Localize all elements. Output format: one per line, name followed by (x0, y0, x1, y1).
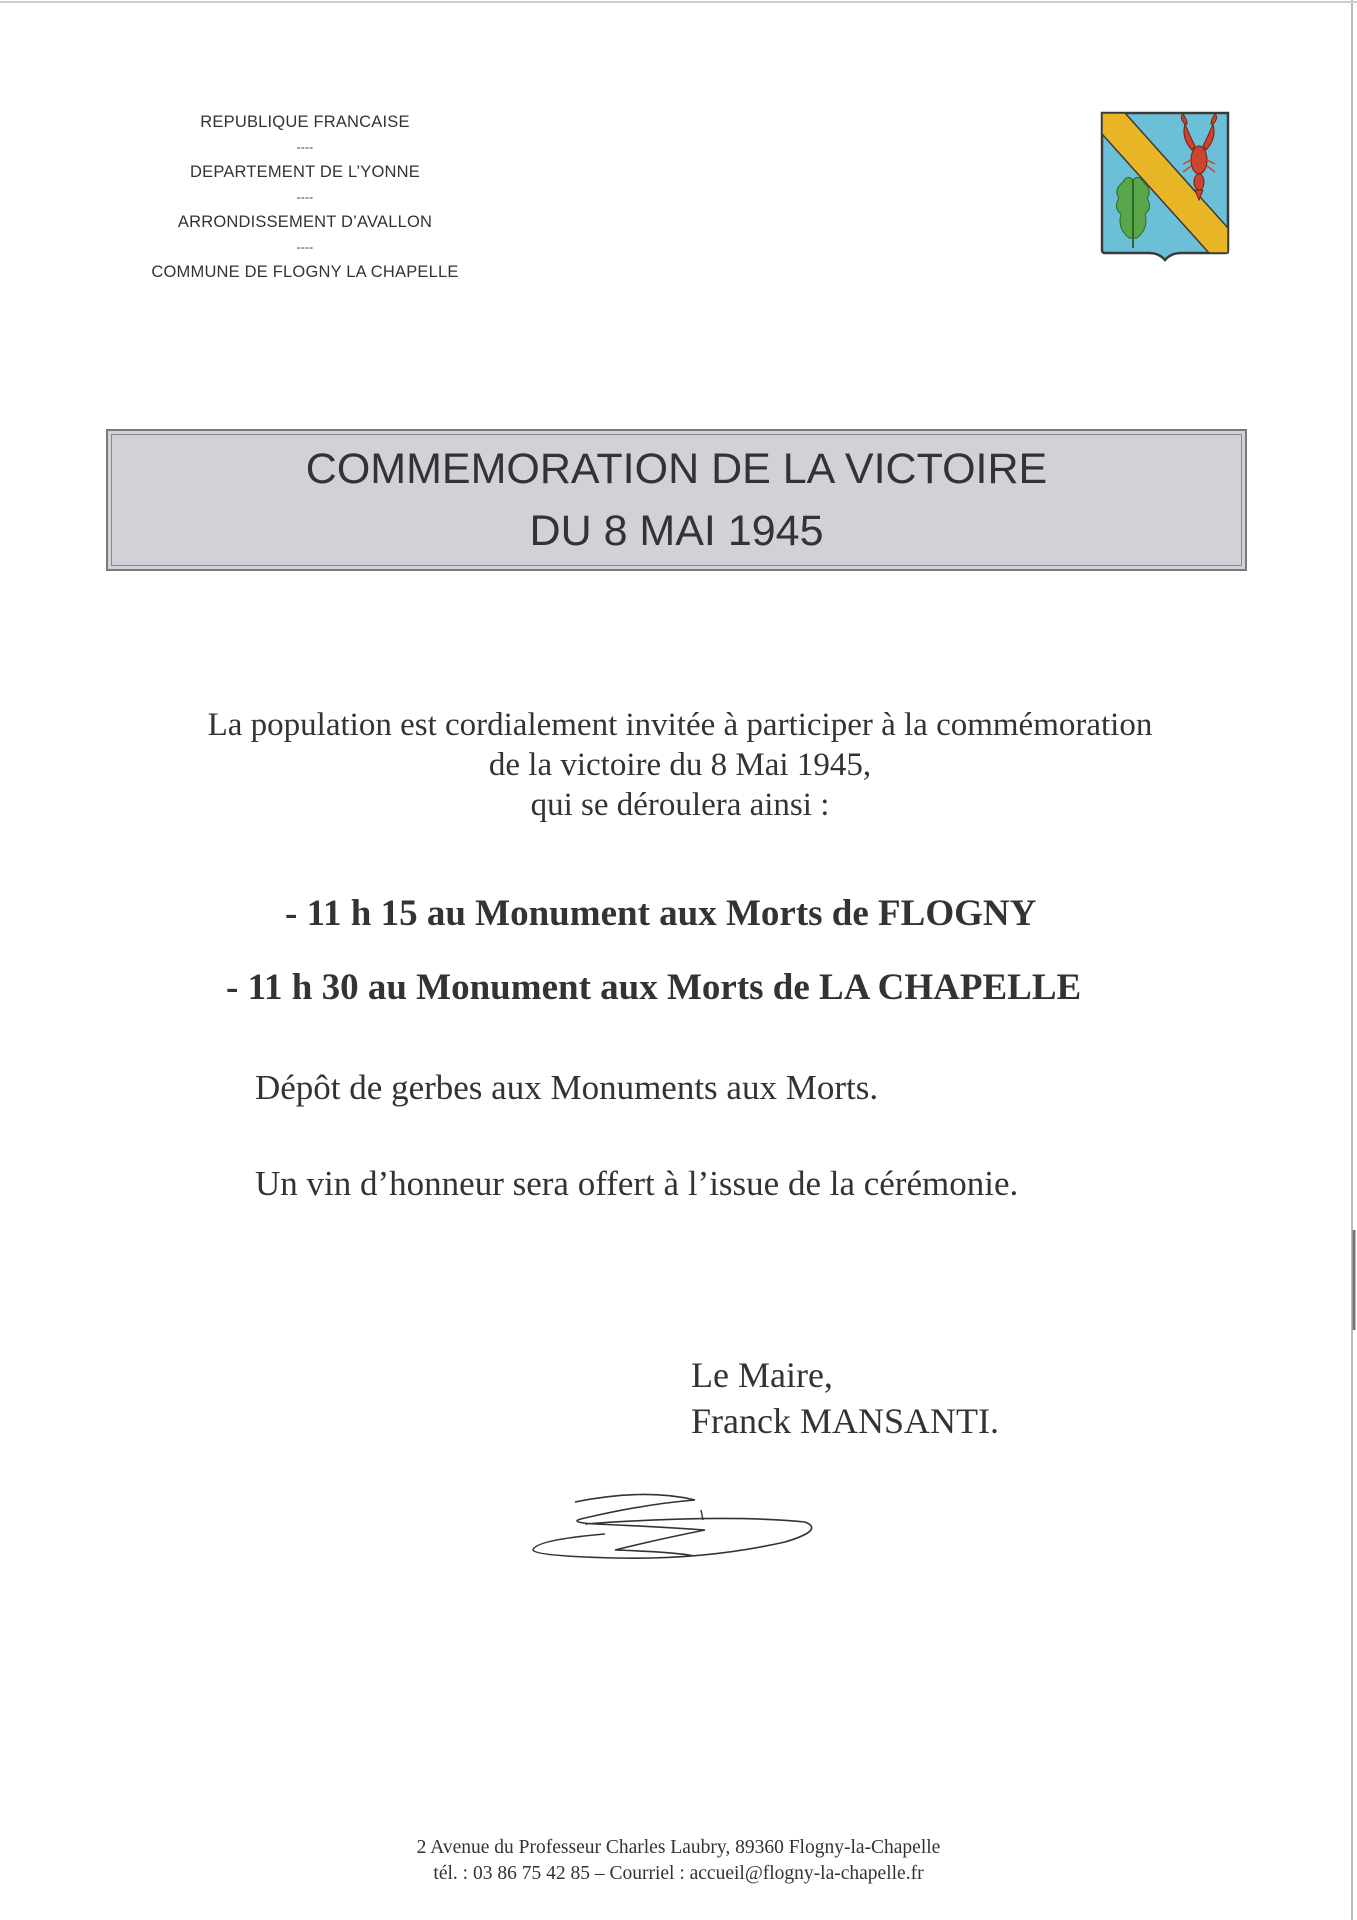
announcement-title (106, 429, 1247, 571)
wreath-laying-note: Dépôt de gerbes aux Monuments aux Morts. (255, 1068, 879, 1107)
letterhead-republic: REPUBLIQUE FRANCAISE (200, 113, 410, 131)
footer-address: 2 Avenue du Professeur Charles Laubry, 89360 Flogny-la-Chapelle (416, 1837, 941, 1858)
program-item-la-chapelle: - 11 h 30 au Monument aux Morts de LA CHAPELLE (226, 967, 1082, 1008)
intro-line-3: qui se déroulera ainsi : (530, 787, 830, 823)
letterhead-separator: ---- (296, 140, 314, 154)
handwritten-signature (525, 1490, 825, 1570)
signoff-role: Le Maire, (691, 1355, 833, 1395)
intro-line-2: de la victoire du 8 Mai 1945, (488, 747, 872, 783)
footer-contact (0, 1835, 1357, 1887)
letterhead (140, 110, 470, 285)
letterhead-separator: ---- (296, 240, 314, 254)
reception-note: Un vin d’honneur sera offert à l’issue de la cérémonie. (255, 1164, 1019, 1203)
title-line-2: DU 8 MAI 1945 (529, 507, 824, 555)
signoff (691, 1352, 999, 1444)
invitation-paragraph (120, 705, 1240, 825)
letterhead-arrondissement: ARRONDISSEMENT D’AVALLON (177, 213, 433, 231)
letterhead-department: DEPARTEMENT DE L’YONNE (190, 163, 420, 181)
coat-of-arms-icon (1099, 110, 1231, 262)
title-line-1: COMMEMORATION DE LA VICTOIRE (305, 445, 1048, 493)
signoff-name: Franck MANSANTI. (691, 1401, 999, 1441)
intro-line-1: La population est cordialement invitée à participer à la commémoration (207, 707, 1153, 743)
letterhead-commune: COMMUNE DE FLOGNY LA CHAPELLE (151, 263, 459, 281)
footer-phone-email: tél. : 03 86 75 42 85 – Courriel : accueil@flogny-la-chapelle.fr (433, 1863, 924, 1884)
program-item-flogny: - 11 h 15 au Monument aux Morts de FLOGNY (285, 893, 1037, 934)
letterhead-separator: ---- (296, 190, 314, 204)
